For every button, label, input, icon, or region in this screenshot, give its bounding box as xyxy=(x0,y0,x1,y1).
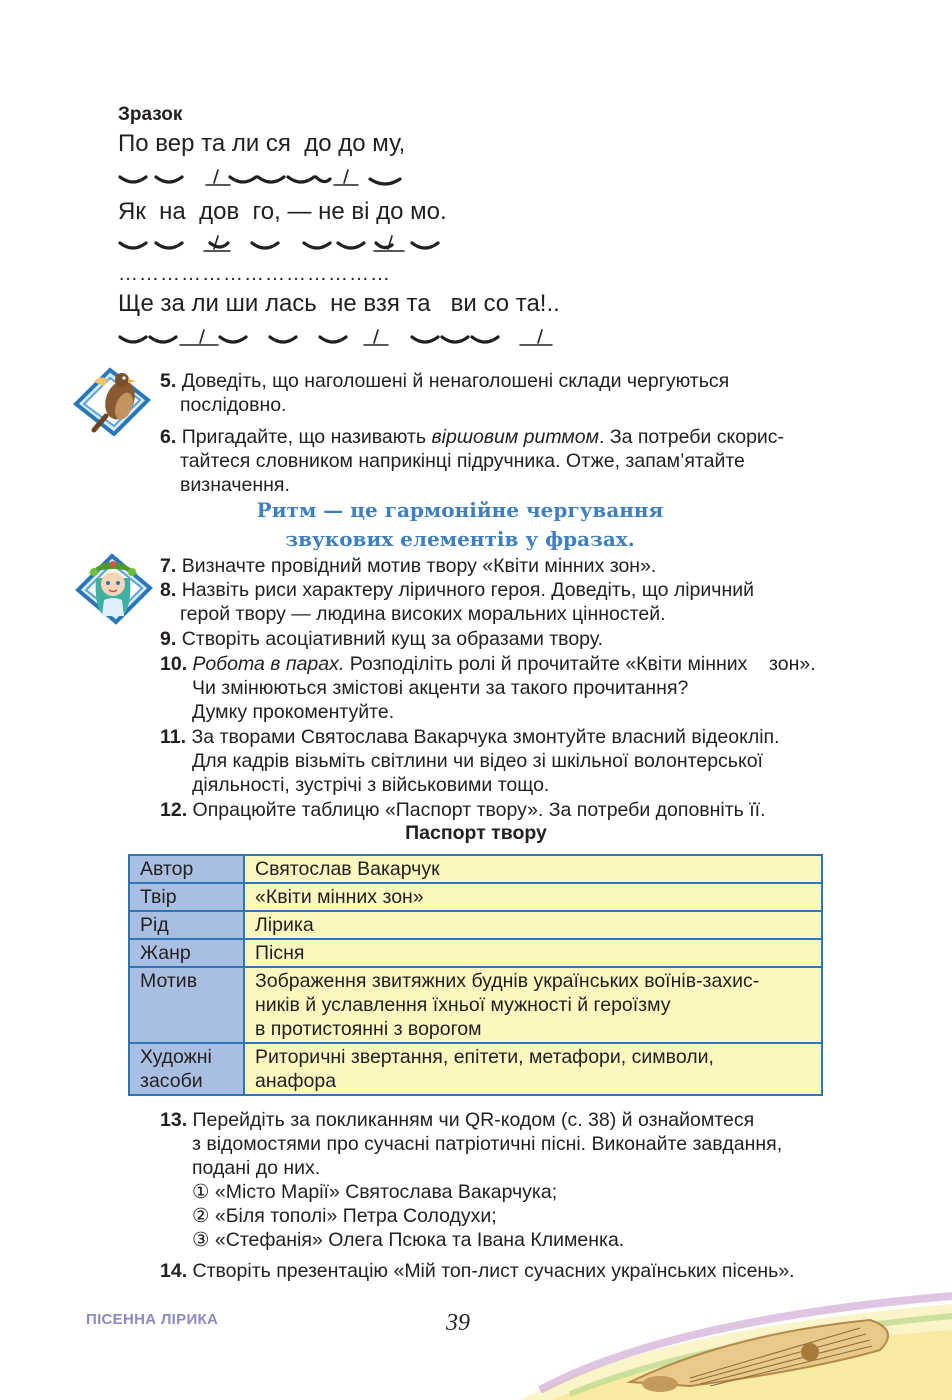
task-text: Створіть асоціативний кущ за образами твору. xyxy=(181,628,604,650)
rhythm-scheme-1 xyxy=(118,168,578,192)
table-key: засоби xyxy=(140,1070,203,1092)
task-13 xyxy=(160,1108,782,1252)
table-value: Пісня xyxy=(255,942,305,964)
table-row xyxy=(129,883,822,911)
ellipsis-line: ………………………………… xyxy=(118,263,391,285)
table-key-cell xyxy=(129,967,244,1043)
task-text: Думку прокоментуйте. xyxy=(192,701,395,723)
table-value: Риторичні звертання, епітети, метафори, символи, xyxy=(255,1046,714,1068)
table-value: Лірика xyxy=(255,914,314,936)
task-text: Розподіліть ролі й прочитайте «Квіти мінних зон». xyxy=(344,653,816,675)
table-value-cell xyxy=(244,1043,822,1095)
passport-table xyxy=(128,854,823,1096)
task-7 xyxy=(160,554,656,578)
table-key-cell xyxy=(129,883,244,911)
task-number: 12. xyxy=(160,799,188,821)
table-key: Твір xyxy=(140,886,177,908)
table-value-cell xyxy=(244,855,822,883)
task-text: Опрацюйте таблицю «Паспорт твору». За потреби доповніть її. xyxy=(192,799,766,821)
table-row xyxy=(129,939,822,967)
table-value: анафора xyxy=(255,1070,337,1092)
task-text: послідовно. xyxy=(180,394,287,416)
section-name: ПІСЕННА ЛІРИКА xyxy=(86,1311,219,1328)
rhythm-scheme-3 xyxy=(118,328,578,352)
task-text: Перейдіть за покликанням чи QR-кодом (с. 38) й ознайомтеся xyxy=(192,1109,755,1131)
table-key-cell xyxy=(129,911,244,939)
table-value-cell xyxy=(244,883,822,911)
task-text: Пригадайте, що називають xyxy=(181,426,432,448)
task-9 xyxy=(160,627,603,651)
table-row xyxy=(129,967,822,1043)
task-text: визначення. xyxy=(180,474,290,496)
table-key: Рід xyxy=(140,914,169,936)
task-text: За творами Святослава Вакарчука змонтуйте власний відеокліп. xyxy=(191,726,780,748)
definition-text: звукових елементів у фразах. xyxy=(285,527,635,551)
bandura-ribbon-icon xyxy=(510,1290,952,1400)
table-value-cell xyxy=(244,939,822,967)
table-value: Святослав Вакарчук xyxy=(255,858,440,880)
table-row xyxy=(129,855,822,883)
definition-term: Ритм xyxy=(256,498,317,522)
task-term: віршовим ритмом xyxy=(431,426,599,448)
task-12 xyxy=(160,798,766,822)
song-item: ① «Місто Марії» Святослава Вакарчука; xyxy=(192,1181,558,1203)
task-number: 14. xyxy=(160,1260,188,1282)
task-text: Визначте провідний мотив твору «Квіти мінних зон». xyxy=(181,555,657,577)
task-text: Створіть презентацію «Мій топ-лист сучасних українських пісень». xyxy=(192,1260,795,1282)
task-number: 7. xyxy=(160,555,177,577)
task-number: 6. xyxy=(160,426,177,448)
table-value: ників й уславлення їхньої мужності й героїзму xyxy=(255,994,671,1016)
task-text: діяльності, зустрічі з військовими тощо. xyxy=(192,774,550,796)
table-value: Зображення звитяжних буднів українських воїнів-захис- xyxy=(255,970,760,992)
task-text: з відомостями про сучасні патріотичні пісні. Виконайте завдання, xyxy=(192,1133,783,1155)
table-key: Мотив xyxy=(140,970,198,992)
table-row xyxy=(129,1043,822,1095)
table-key-cell xyxy=(129,855,244,883)
task-text: тайтеся словником наприкінці підручника. Отже, запам’ятайте xyxy=(180,450,745,472)
task-text: Для кадрів візьміть світлини чи відео зі шкільної волонтерської xyxy=(192,750,763,772)
task-number: 11. xyxy=(160,726,187,748)
table-caption: Паспорт твору xyxy=(405,822,547,844)
task-text: . За потреби скорис- xyxy=(598,426,785,448)
task-number: 10. xyxy=(160,653,188,675)
task-6 xyxy=(160,425,784,497)
task-number: 13. xyxy=(160,1109,188,1131)
table-value-cell xyxy=(244,967,822,1043)
sample-title: Зразок xyxy=(118,104,183,125)
rhythm-scheme-2 xyxy=(118,234,578,258)
table-key: Жанр xyxy=(140,942,191,964)
task-text: подані до них. xyxy=(192,1157,321,1179)
song-item: ③ «Стефанія» Олега Псюка та Івана Клименка. xyxy=(192,1229,625,1251)
syllable-line-3: Ще за ли ши лась не взя та ви со та!.. xyxy=(118,290,560,317)
table-row xyxy=(129,911,822,939)
task-5 xyxy=(160,369,729,417)
task-number: 9. xyxy=(160,628,177,650)
task-10 xyxy=(160,652,816,724)
definition-text: — це гармонійне чергування xyxy=(316,498,664,522)
task-number: 5. xyxy=(160,370,177,392)
table-value-cell xyxy=(244,911,822,939)
task-text: Назвіть риси характеру ліричного героя. Доведіть, що ліричний xyxy=(181,579,754,601)
task-mode: Робота в парах. xyxy=(192,653,345,675)
table-value: «Квіти мінних зон» xyxy=(255,886,424,908)
syllable-line-1: По вер та ли ся до до му, xyxy=(118,130,406,157)
table-key: Автор xyxy=(140,858,194,880)
syllable-line-2: Як на дов го, — не ві до мо. xyxy=(118,198,447,225)
table-key: Художні xyxy=(140,1046,212,1068)
task-text: герой твору — людина високих моральних цінностей. xyxy=(180,603,666,625)
task-text: Чи змінюються змістові акценти за такого прочитання? xyxy=(192,677,689,699)
task-14 xyxy=(160,1259,795,1283)
bird-on-book-icon xyxy=(70,364,154,436)
table-key-cell xyxy=(129,1043,244,1095)
rhythm-definition xyxy=(200,496,720,554)
task-text: Доведіть, що наголошені й ненаголошені склади чергуються xyxy=(181,370,730,392)
table-key-cell xyxy=(129,939,244,967)
table-value: в протистоянні з ворогом xyxy=(255,1018,482,1040)
girl-with-wreath-icon xyxy=(72,552,156,626)
page-number: 39 xyxy=(446,1310,470,1336)
task-8 xyxy=(160,578,754,626)
task-11 xyxy=(160,725,780,797)
song-item: ② «Біля тополі» Петра Солодухи; xyxy=(192,1205,497,1227)
task-number: 8. xyxy=(160,579,177,601)
